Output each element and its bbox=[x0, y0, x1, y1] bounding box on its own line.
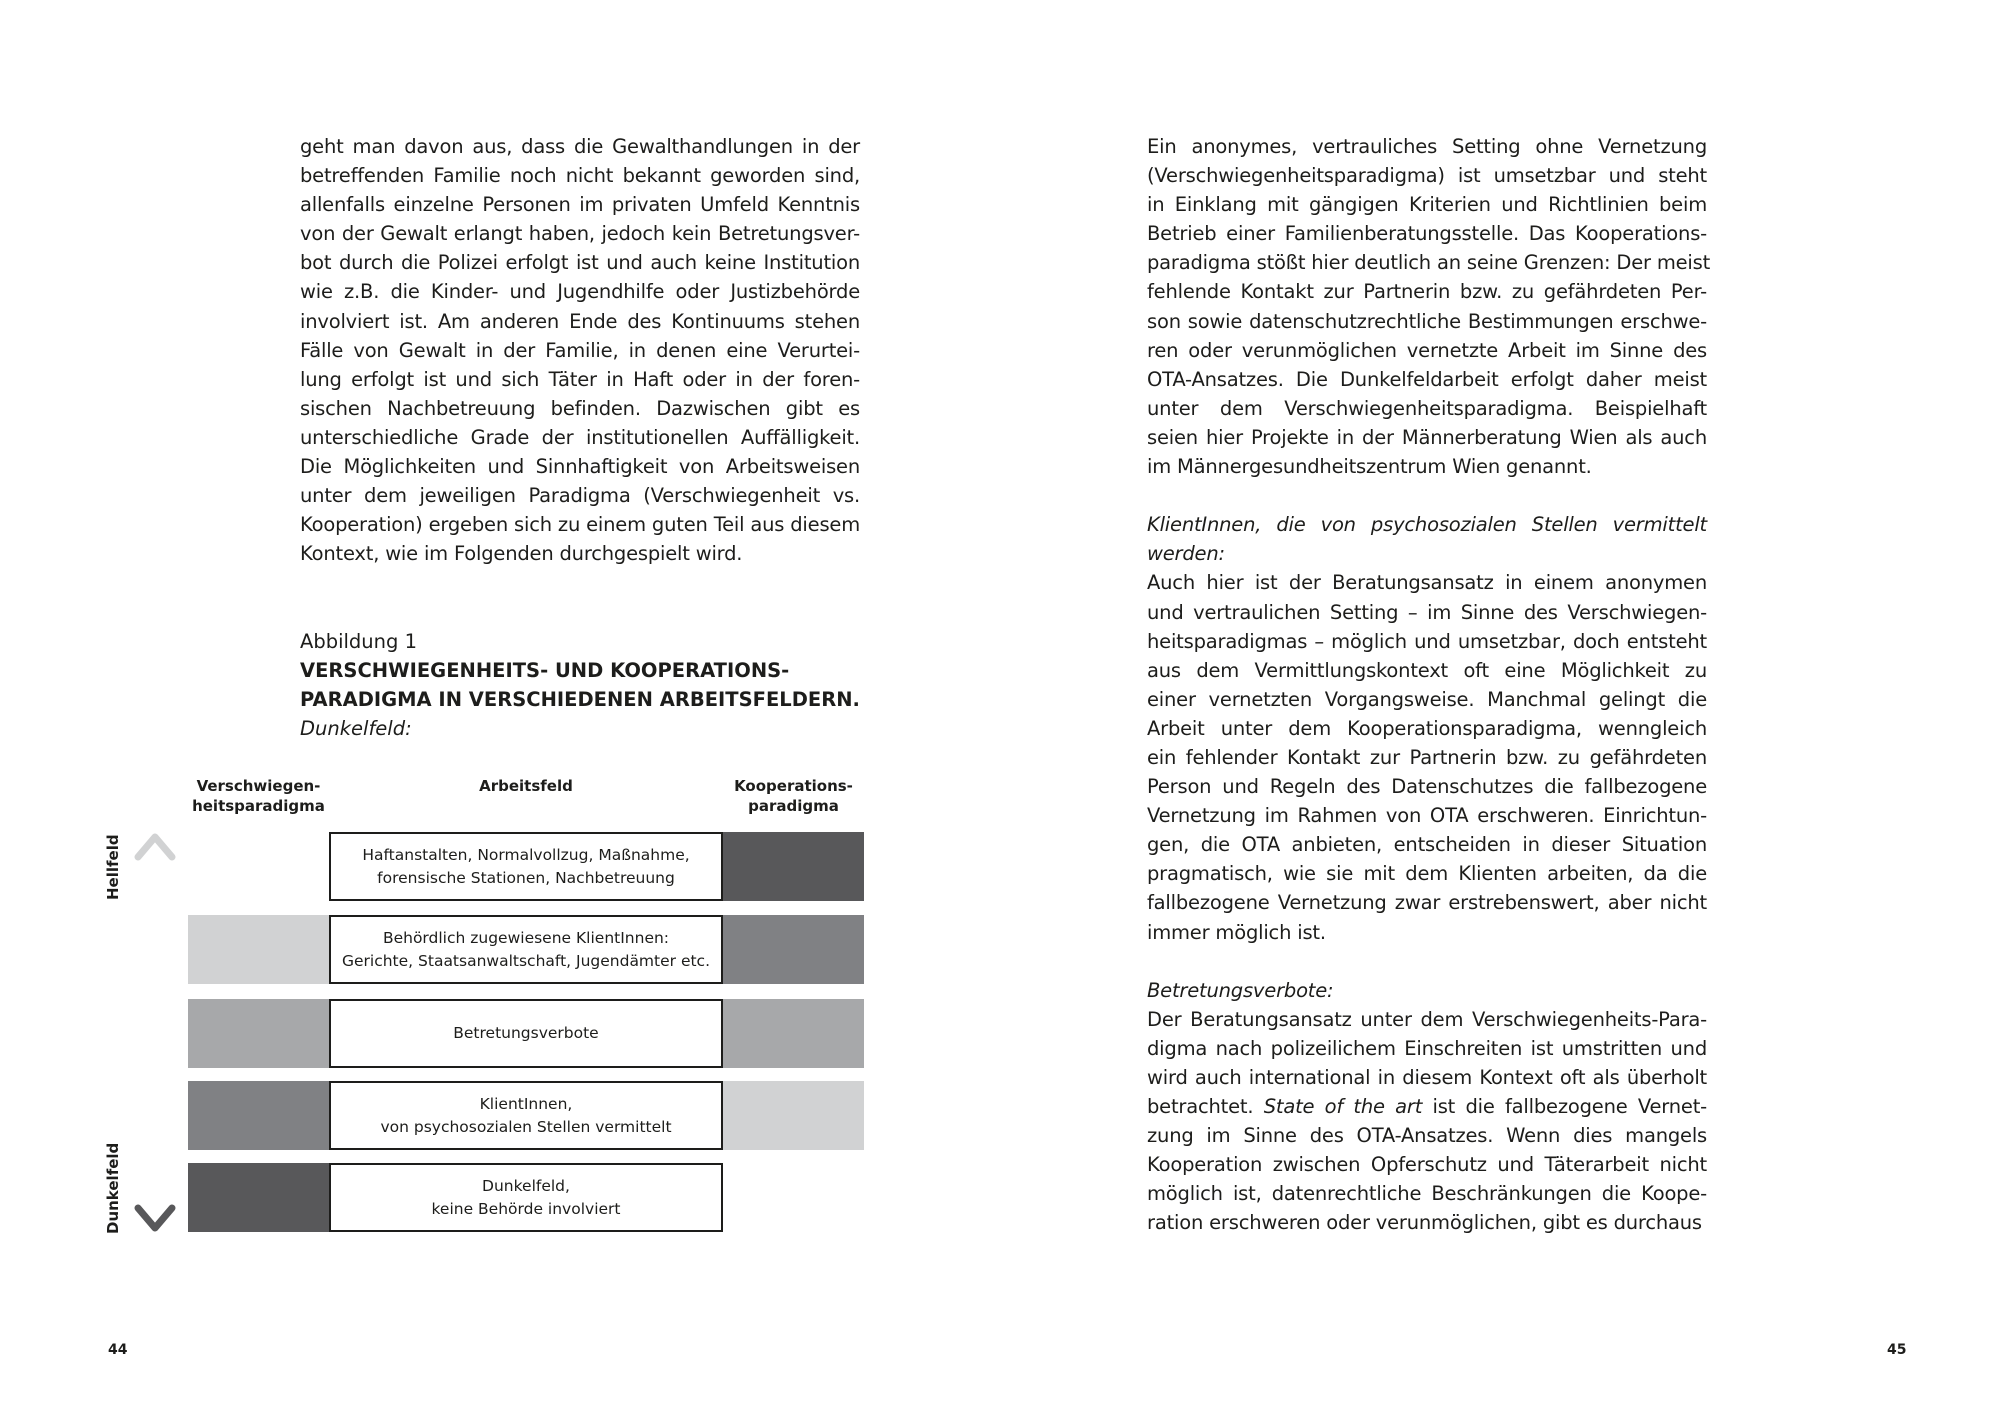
text-line: und vertraulichen Setting – im Sinne des Verschwiegen- bbox=[1147, 600, 1707, 624]
text-line: Arbeit unter dem Kooperationsparadigma, wenngleich bbox=[1147, 716, 1707, 740]
arbeitsfeld-line: Gerichte, Staatsanwaltschaft, Jugendämter etc. bbox=[341, 951, 711, 970]
page-number-left: 44 bbox=[108, 1342, 128, 1358]
text-line: unter dem jeweiligen Paradigma (Verschwiegenheit vs. bbox=[300, 484, 860, 508]
arbeitsfeld-line: Betretungsverbote bbox=[453, 1024, 599, 1042]
text-line: Kontext, wie im Folgenden durchgespielt wird. bbox=[300, 542, 743, 566]
text-line: Vernetzung im Rahmen von OTA erschweren. Einrichtun- bbox=[1147, 804, 1707, 828]
arbeitsfeld-line: forensische Stationen, Nachbetreuung bbox=[377, 868, 675, 887]
hellfeld-dunkelfeld-arrow-icon bbox=[130, 825, 180, 1240]
text-line: wie z.B. die Kinder- und Jugendhilfe oder Justizbehörde bbox=[300, 280, 860, 304]
page-number-right: 45 bbox=[1887, 1342, 1907, 1358]
text-line: digma nach polizeilichem Einschreiten ist umstritten und bbox=[1147, 1036, 1707, 1060]
text-line: bot durch die Polizei erfolgt ist und auch keine Institution bbox=[300, 251, 860, 275]
text-line: von der Gewalt erlangt haben, jedoch kein Betretungsver- bbox=[300, 222, 860, 246]
text-line: heitsparadigmas – möglich und umsetzbar, doch entsteht bbox=[1147, 629, 1707, 653]
verschwiegenheit-shade-cell bbox=[188, 1081, 329, 1150]
text-line bbox=[1147, 1092, 1707, 1121]
arbeitsfeld-line: Dunkelfeld, bbox=[482, 1176, 570, 1195]
text-line: aus dem Vermittlungskontext oft eine Möglichkeit zu bbox=[1147, 658, 1707, 682]
text-line: unterschiedliche Grade der institutionellen Auffälligkeit. bbox=[300, 425, 860, 449]
text-line: Ein anonymes, vertrauliches Setting ohne Vernetzung bbox=[1147, 135, 1707, 158]
text-line: paradigma stößt hier deutlich an seine Grenzen: Der meist bbox=[1147, 251, 1711, 275]
arbeitsfeld-box bbox=[329, 915, 723, 984]
text-line: Die Möglichkeiten und Sinnhaftigkeit von Arbeitsweisen bbox=[300, 455, 860, 479]
text-line: wird auch international in diesem Kontext oft als überholt bbox=[1147, 1066, 1707, 1089]
axis-label-dunkelfeld: Dunkelfeld bbox=[104, 1142, 122, 1234]
text-segment: betrachtet. bbox=[1147, 1095, 1264, 1119]
kooperation-shade-cell bbox=[723, 1081, 864, 1150]
header-line: heitsparadigma bbox=[192, 797, 325, 815]
text-line: unter dem Verschwiegenheitsparadigma. Beispielhaft bbox=[1147, 396, 1707, 420]
arbeitsfeld-line: Behördlich zugewiesene KlientInnen: bbox=[382, 928, 670, 947]
text-line: möglich ist, datenrechtliche Beschränkungen die Koope- bbox=[1147, 1182, 1707, 1206]
verschwiegenheit-shade-cell bbox=[188, 999, 329, 1068]
text-line: Der Beratungsansatz unter dem Verschwiegenheits-Para- bbox=[1147, 1007, 1707, 1031]
section-heading-line: KlientInnen, die von psychosozialen Stellen vermittelt bbox=[1147, 513, 1707, 537]
paragraph-gap bbox=[1147, 947, 1707, 976]
text-line: einer vernetzten Vorgangsweise. Manchmal gelingt die bbox=[1147, 687, 1707, 711]
header-line: paradigma bbox=[748, 797, 839, 815]
text-line: zung im Sinne des OTA-Ansatzes. Wenn dies mangels bbox=[1147, 1124, 1707, 1148]
arbeitsfeld-box bbox=[329, 1081, 723, 1150]
text-line: Kooperation zwischen Opferschutz und Täterarbeit nicht bbox=[1147, 1153, 1707, 1177]
text-line: son sowie datenschutzrechtliche Bestimmungen erschwe- bbox=[1147, 309, 1707, 333]
text-line: fallbezogene Vernetzung zwar erstrebenswert, aber nicht bbox=[1147, 891, 1707, 915]
verschwiegenheit-shade-cell bbox=[188, 915, 329, 984]
header-verschwiegenheitsparadigma bbox=[188, 776, 329, 816]
axis-label-hellfeld: Hellfeld bbox=[104, 834, 122, 900]
text-line: Person und Regeln des Datenschutzes die fallbezogene bbox=[1147, 775, 1707, 799]
text-line: im Männergesundheitszentrum Wien genannt. bbox=[1147, 455, 1592, 479]
arbeitsfeld-line: von psychosozialen Stellen vermittelt bbox=[380, 1117, 672, 1136]
figure-title-line-2: PARADIGMA IN VERSCHIEDENEN ARBEITSFELDERN. bbox=[300, 688, 860, 712]
left-page-body-text bbox=[300, 132, 860, 568]
paragraph-gap bbox=[1147, 481, 1707, 510]
figure-caption bbox=[300, 627, 860, 743]
text-line: ration erschweren oder verunmöglichen, gibt es durchaus bbox=[1147, 1211, 1702, 1235]
header-line: Verschwiegen- bbox=[196, 777, 321, 795]
text-line: lung erfolgt ist und sich Täter in Haft oder in der foren- bbox=[300, 367, 860, 391]
text-line: gen, die OTA anbieten, entscheiden in dieser Situation bbox=[1147, 833, 1707, 857]
figure-title-line-1: VERSCHWIEGENHEITS- UND KOOPERATIONS- bbox=[300, 659, 790, 683]
figure-subtitle: Dunkelfeld: bbox=[300, 717, 412, 741]
header-line: Kooperations- bbox=[734, 777, 853, 795]
text-line: pragmatisch, wie sie mit dem Klienten arbeiten, da die bbox=[1147, 862, 1707, 886]
text-line: in Einklang mit gängigen Kriterien und Richtlinien beim bbox=[1147, 193, 1707, 217]
emphasized-text: State of the art bbox=[1263, 1095, 1423, 1119]
text-line: Auch hier ist der Beratungsansatz in einem anonymen bbox=[1147, 571, 1707, 595]
text-segment: ist die fallbezogene Vernet- bbox=[1422, 1095, 1707, 1119]
arbeitsfeld-box bbox=[329, 1163, 723, 1232]
kooperation-shade-cell bbox=[723, 915, 864, 984]
text-line: seien hier Projekte in der Männerberatung Wien als auch bbox=[1147, 425, 1707, 449]
arbeitsfeld-box bbox=[329, 832, 723, 901]
text-line: Kooperation) ergeben sich zu einem guten Teil aus diesem bbox=[300, 513, 860, 537]
text-line: betreffenden Familie noch nicht bekannt geworden sind, bbox=[300, 164, 860, 188]
text-line: involviert ist. Am anderen Ende des Kontinuums stehen bbox=[300, 309, 860, 333]
text-line: Betrieb einer Familienberatungsstelle. Das Kooperations- bbox=[1147, 222, 1707, 246]
kooperation-shade-cell bbox=[723, 999, 864, 1068]
text-line: OTA-Ansatzes. Die Dunkelfeldarbeit erfolgt daher meist bbox=[1147, 367, 1707, 391]
text-line: sischen Nachbetreuung befinden. Dazwischen gibt es bbox=[300, 396, 860, 420]
verschwiegenheit-shade-cell bbox=[188, 1163, 329, 1232]
text-line: ren oder verunmöglichen vernetzte Arbeit im Sinne des bbox=[1147, 338, 1707, 362]
text-line: (Verschwiegenheitsparadigma) ist umsetzbar und steht bbox=[1147, 164, 1707, 188]
section-heading-line: Betretungsverbote: bbox=[1147, 978, 1334, 1002]
header-arbeitsfeld: Arbeitsfeld bbox=[479, 777, 573, 795]
kooperation-shade-cell bbox=[723, 832, 864, 901]
text-line: fehlende Kontakt zur Partnerin bzw. zu gefährdeten Per- bbox=[1147, 280, 1707, 304]
arbeitsfeld-line: KlientInnen, bbox=[479, 1094, 573, 1113]
text-line: immer möglich ist. bbox=[1147, 920, 1326, 944]
arbeitsfeld-box bbox=[329, 999, 723, 1068]
text-line: allenfalls einzelne Personen im privaten Umfeld Kenntnis bbox=[300, 193, 860, 217]
text-line: Fälle von Gewalt in der Familie, in denen eine Verurtei- bbox=[300, 338, 860, 362]
arbeitsfeld-line: keine Behörde involviert bbox=[431, 1199, 621, 1218]
right-page-body-text bbox=[1147, 132, 1711, 1238]
arbeitsfeld-line: Haftanstalten, Normalvollzug, Maßnahme, bbox=[362, 845, 690, 864]
figure-label: Abbildung 1 bbox=[300, 630, 418, 653]
section-heading-line: werden: bbox=[1147, 542, 1225, 566]
header-kooperationsparadigma bbox=[723, 776, 864, 816]
text-line: geht man davon aus, dass die Gewalthandlungen in der bbox=[300, 135, 860, 158]
text-line: ein fehlender Kontakt zur Partnerin bzw. zu gefährdeten bbox=[1147, 745, 1707, 769]
